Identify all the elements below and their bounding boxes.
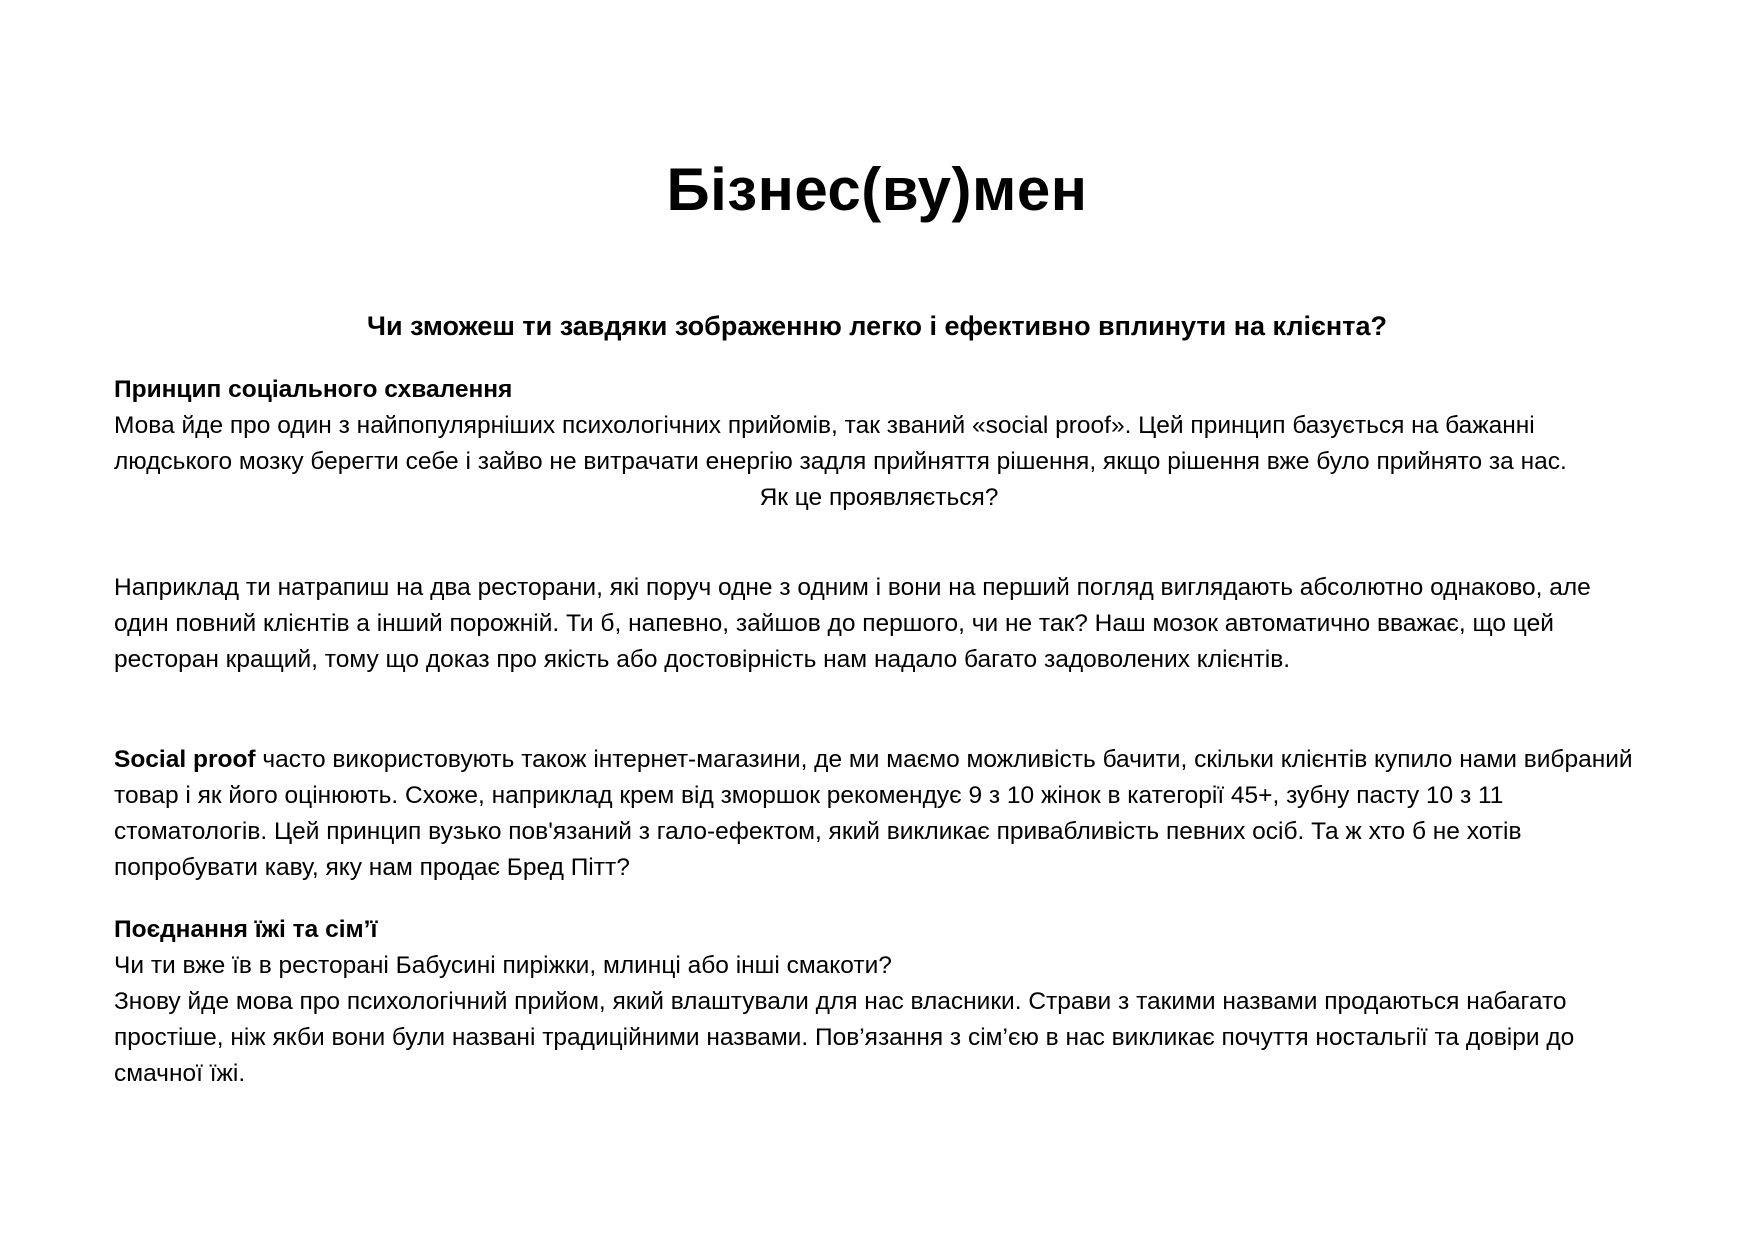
- question-how-it-manifests: Як це проявляється?: [759, 484, 999, 511]
- paragraph-social-proof-shops: [114, 742, 1644, 886]
- section-food-family: [114, 912, 1644, 1092]
- paragraph-restaurant-example: Наприклад ти натрапиш на два ресторани, які поруч одне з одним і вони на перший погляд виглядають абсолютно однаково, але один повний клієнтів а інший порожній. Ти б, напевно, зайшов до першого, чи не так? Наш мозок автоматично вважає, що цей ресторан кращий, тому що доказ про якість або достовірність нам надало багато задоволених клієнтів.: [114, 574, 1591, 673]
- section-heading-social-approval: Принцип соціального схвалення: [114, 376, 513, 403]
- paragraph-social-proof-text: часто використовують також інтернет-магазини, де ми маємо можливість бачити, скільки клієнтів купило нами вибраний товар і як його оцінюють. Схоже, наприклад крем від зморшок рекомендує 9 з 10 жінок в категорії 45+, зубну пасту 10 з 11 стоматологів. Цей принцип вузько пов'язаний з гало-ефектом, який викликає привабливість певних осіб. Та ж хто б не хотів попробувати каву, яку нам продає Бред Пітт?: [114, 746, 1633, 881]
- paragraph-social-approval: Мова йде про один з найпопулярніших психологічних прийомів, так званий «social proof». Цей принцип базується на бажанні людського мозку берегти себе і зайво не витрачати енергію задля прийняття рішення, якщо рішення вже було прийнято за нас.: [114, 412, 1567, 475]
- section-heading-food-family: Поєднання їжі та сім’ї: [114, 916, 378, 943]
- paragraph-food-family: Знову йде мова про психологічний прийом, який влаштували для нас власники. Страви з такими назвами продаються набагато простіше, ніж якби вони були названі традиційними назвами. Пов’язання з сім’єю в нас викликає почуття ностальгії та довіри до смачної їжі.: [114, 988, 1575, 1087]
- page-title: Бізнес(ву)мен: [666, 156, 1088, 223]
- page-subtitle: Чи зможеш ти завдяки зображенню легко і ефективно вплинути на клієнта?: [367, 311, 1387, 341]
- section-social-proof-shops: [114, 742, 1644, 886]
- bold-term-social-proof: Social proof: [114, 746, 256, 773]
- line-grandma-pies: Чи ти вже їв в ресторані Бабусині пиріжки, млинці або інші смакоти?: [114, 952, 892, 979]
- section-social-approval: [114, 372, 1644, 516]
- section-restaurant-example: [114, 570, 1644, 678]
